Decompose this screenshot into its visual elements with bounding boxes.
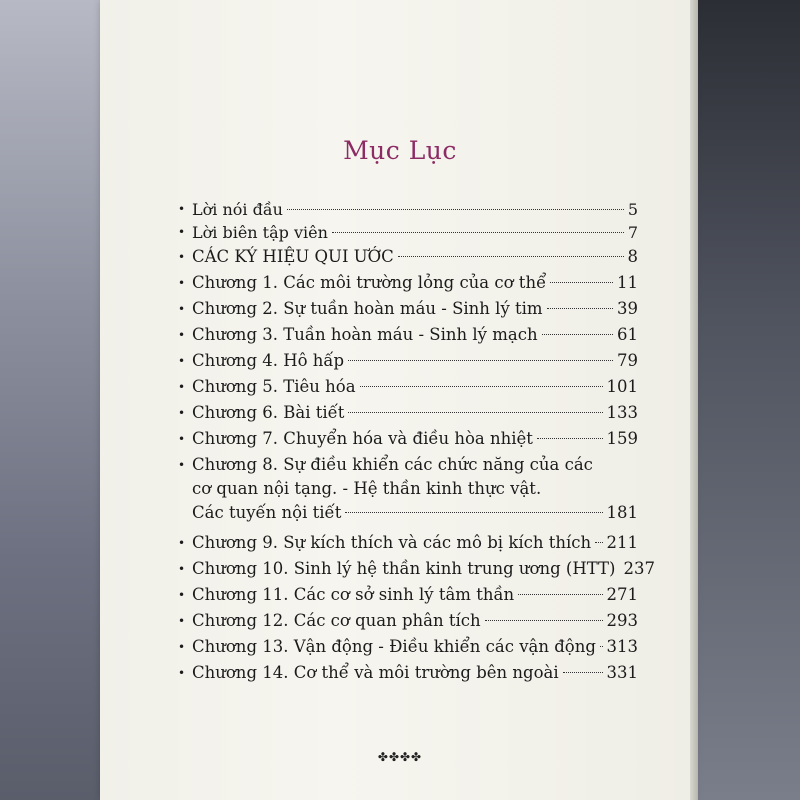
toc-entry-title-line: Các tuyến nội tiết <box>192 503 342 522</box>
bullet-icon: • <box>178 588 186 602</box>
toc-entry-page: 8 <box>627 247 638 266</box>
bullet-icon: • <box>178 458 186 472</box>
toc-entry-title: Chương 9. Sự kích thích và các mô bị kích thích <box>192 533 592 552</box>
toc-entry-page: 159 <box>606 429 638 448</box>
toc-entry-page: 181 <box>606 503 638 522</box>
toc-entry-page: 79 <box>617 351 638 370</box>
toc-entry <box>178 582 638 608</box>
toc-entry-title-line: cơ quan nội tạng. - Hệ thần kinh thực vật. <box>192 479 542 498</box>
dot-leader <box>518 594 602 595</box>
toc-entry-page: 11 <box>617 273 638 292</box>
table-of-contents <box>178 198 655 686</box>
toc-entry-title: Chương 1. Các môi trường lỏng của cơ thể <box>192 273 547 292</box>
bullet-icon: • <box>178 614 186 628</box>
toc-entry-title: Chương 2. Sự tuần hoàn máu - Sinh lý tim <box>192 299 543 318</box>
toc-entry <box>178 244 638 270</box>
toc-entry-page: 237 <box>623 559 655 578</box>
toc-entry <box>178 296 638 322</box>
bullet-icon: • <box>178 640 186 654</box>
toc-entry <box>178 374 638 400</box>
dot-leader <box>485 620 603 621</box>
toc-entry <box>178 322 638 348</box>
dot-leader <box>345 512 602 513</box>
toc-entry <box>178 400 638 426</box>
toc-entry-title: Chương 4. Hô hấp <box>192 351 345 370</box>
toc-entry-page: 39 <box>617 299 638 318</box>
toc-entry <box>178 348 638 374</box>
toc-title: Mục Lục <box>343 136 457 165</box>
toc-entry-page: 211 <box>606 533 638 552</box>
toc-entry-page: 5 <box>627 200 638 219</box>
bullet-icon: • <box>178 354 186 368</box>
background-left <box>0 0 100 800</box>
toc-entry <box>178 198 638 221</box>
toc-entry-title: Chương 3. Tuần hoàn máu - Sinh lý mạch <box>192 325 538 344</box>
dot-leader <box>600 646 603 647</box>
toc-entry-title: Lời biên tập viên <box>192 223 328 242</box>
bullet-icon: • <box>178 536 186 550</box>
toc-entry-page: 101 <box>606 377 638 396</box>
toc-entry-page: 331 <box>606 663 638 682</box>
dot-leader <box>348 360 613 361</box>
bullet-icon: • <box>178 380 186 394</box>
toc-entry <box>178 221 638 244</box>
bullet-icon: • <box>178 328 186 342</box>
toc-entry-title: Chương 5. Tiêu hóa <box>192 377 356 396</box>
bullet-icon: • <box>178 432 186 446</box>
toc-entry-page: 61 <box>617 325 638 344</box>
dot-leader <box>563 672 603 673</box>
dot-leader <box>550 282 613 283</box>
toc-entry-page: 313 <box>606 637 638 656</box>
page-edge <box>690 0 698 800</box>
bullet-icon: • <box>178 202 186 216</box>
dot-leader <box>398 256 624 257</box>
toc-entry <box>178 530 638 556</box>
dot-leader <box>360 386 603 387</box>
toc-entry <box>178 556 655 582</box>
bullet-icon: • <box>178 302 186 316</box>
bullet-icon: • <box>178 666 186 680</box>
toc-entry <box>178 634 638 660</box>
toc-entry-page: 7 <box>627 223 638 242</box>
background-right <box>690 0 800 800</box>
toc-entry-title: Chương 6. Bài tiết <box>192 403 345 422</box>
toc-entry-title: Chương 14. Cơ thể và môi trường bên ngoài <box>192 663 559 682</box>
toc-entry-title: Chương 10. Sinh lý hệ thần kinh trung ương (HTT) <box>192 559 616 578</box>
bullet-icon: • <box>178 250 186 264</box>
toc-entry-title-line: Chương 8. Sự điều khiển các chức năng của các <box>192 455 593 474</box>
toc-entry-page: 271 <box>606 585 638 604</box>
dot-leader <box>348 412 602 413</box>
bullet-icon: • <box>178 276 186 290</box>
dot-leader <box>547 308 613 309</box>
bullet-icon: • <box>178 406 186 420</box>
dot-leader <box>332 232 624 233</box>
toc-entry <box>178 608 638 634</box>
dot-leader <box>287 209 624 210</box>
toc-entry-title: Chương 13. Vận động - Điều khiển các vận động <box>192 637 596 656</box>
bullet-icon: • <box>178 225 186 239</box>
toc-entry <box>178 452 638 530</box>
toc-entry-title: Lời nói đầu <box>192 200 283 219</box>
dot-leader <box>595 542 602 543</box>
toc-entry <box>178 660 638 686</box>
toc-entry <box>178 426 638 452</box>
toc-entry-title: CÁC KÝ HIỆU QUI ƯỚC <box>192 247 394 266</box>
toc-entry-page: 133 <box>606 403 638 422</box>
toc-entry-page: 293 <box>606 611 638 630</box>
dot-leader <box>537 438 603 439</box>
toc-entry-title: Chương 7. Chuyển hóa và điều hòa nhiệt <box>192 429 533 448</box>
toc-entry-title: Chương 11. Các cơ sở sinh lý tâm thần <box>192 585 515 604</box>
toc-entry-title: Chương 12. Các cơ quan phân tích <box>192 611 481 630</box>
bullet-icon: • <box>178 562 186 576</box>
dot-leader <box>542 334 613 335</box>
toc-entry <box>178 270 638 296</box>
ornament-divider: ✤✤✤✤ <box>377 750 423 764</box>
